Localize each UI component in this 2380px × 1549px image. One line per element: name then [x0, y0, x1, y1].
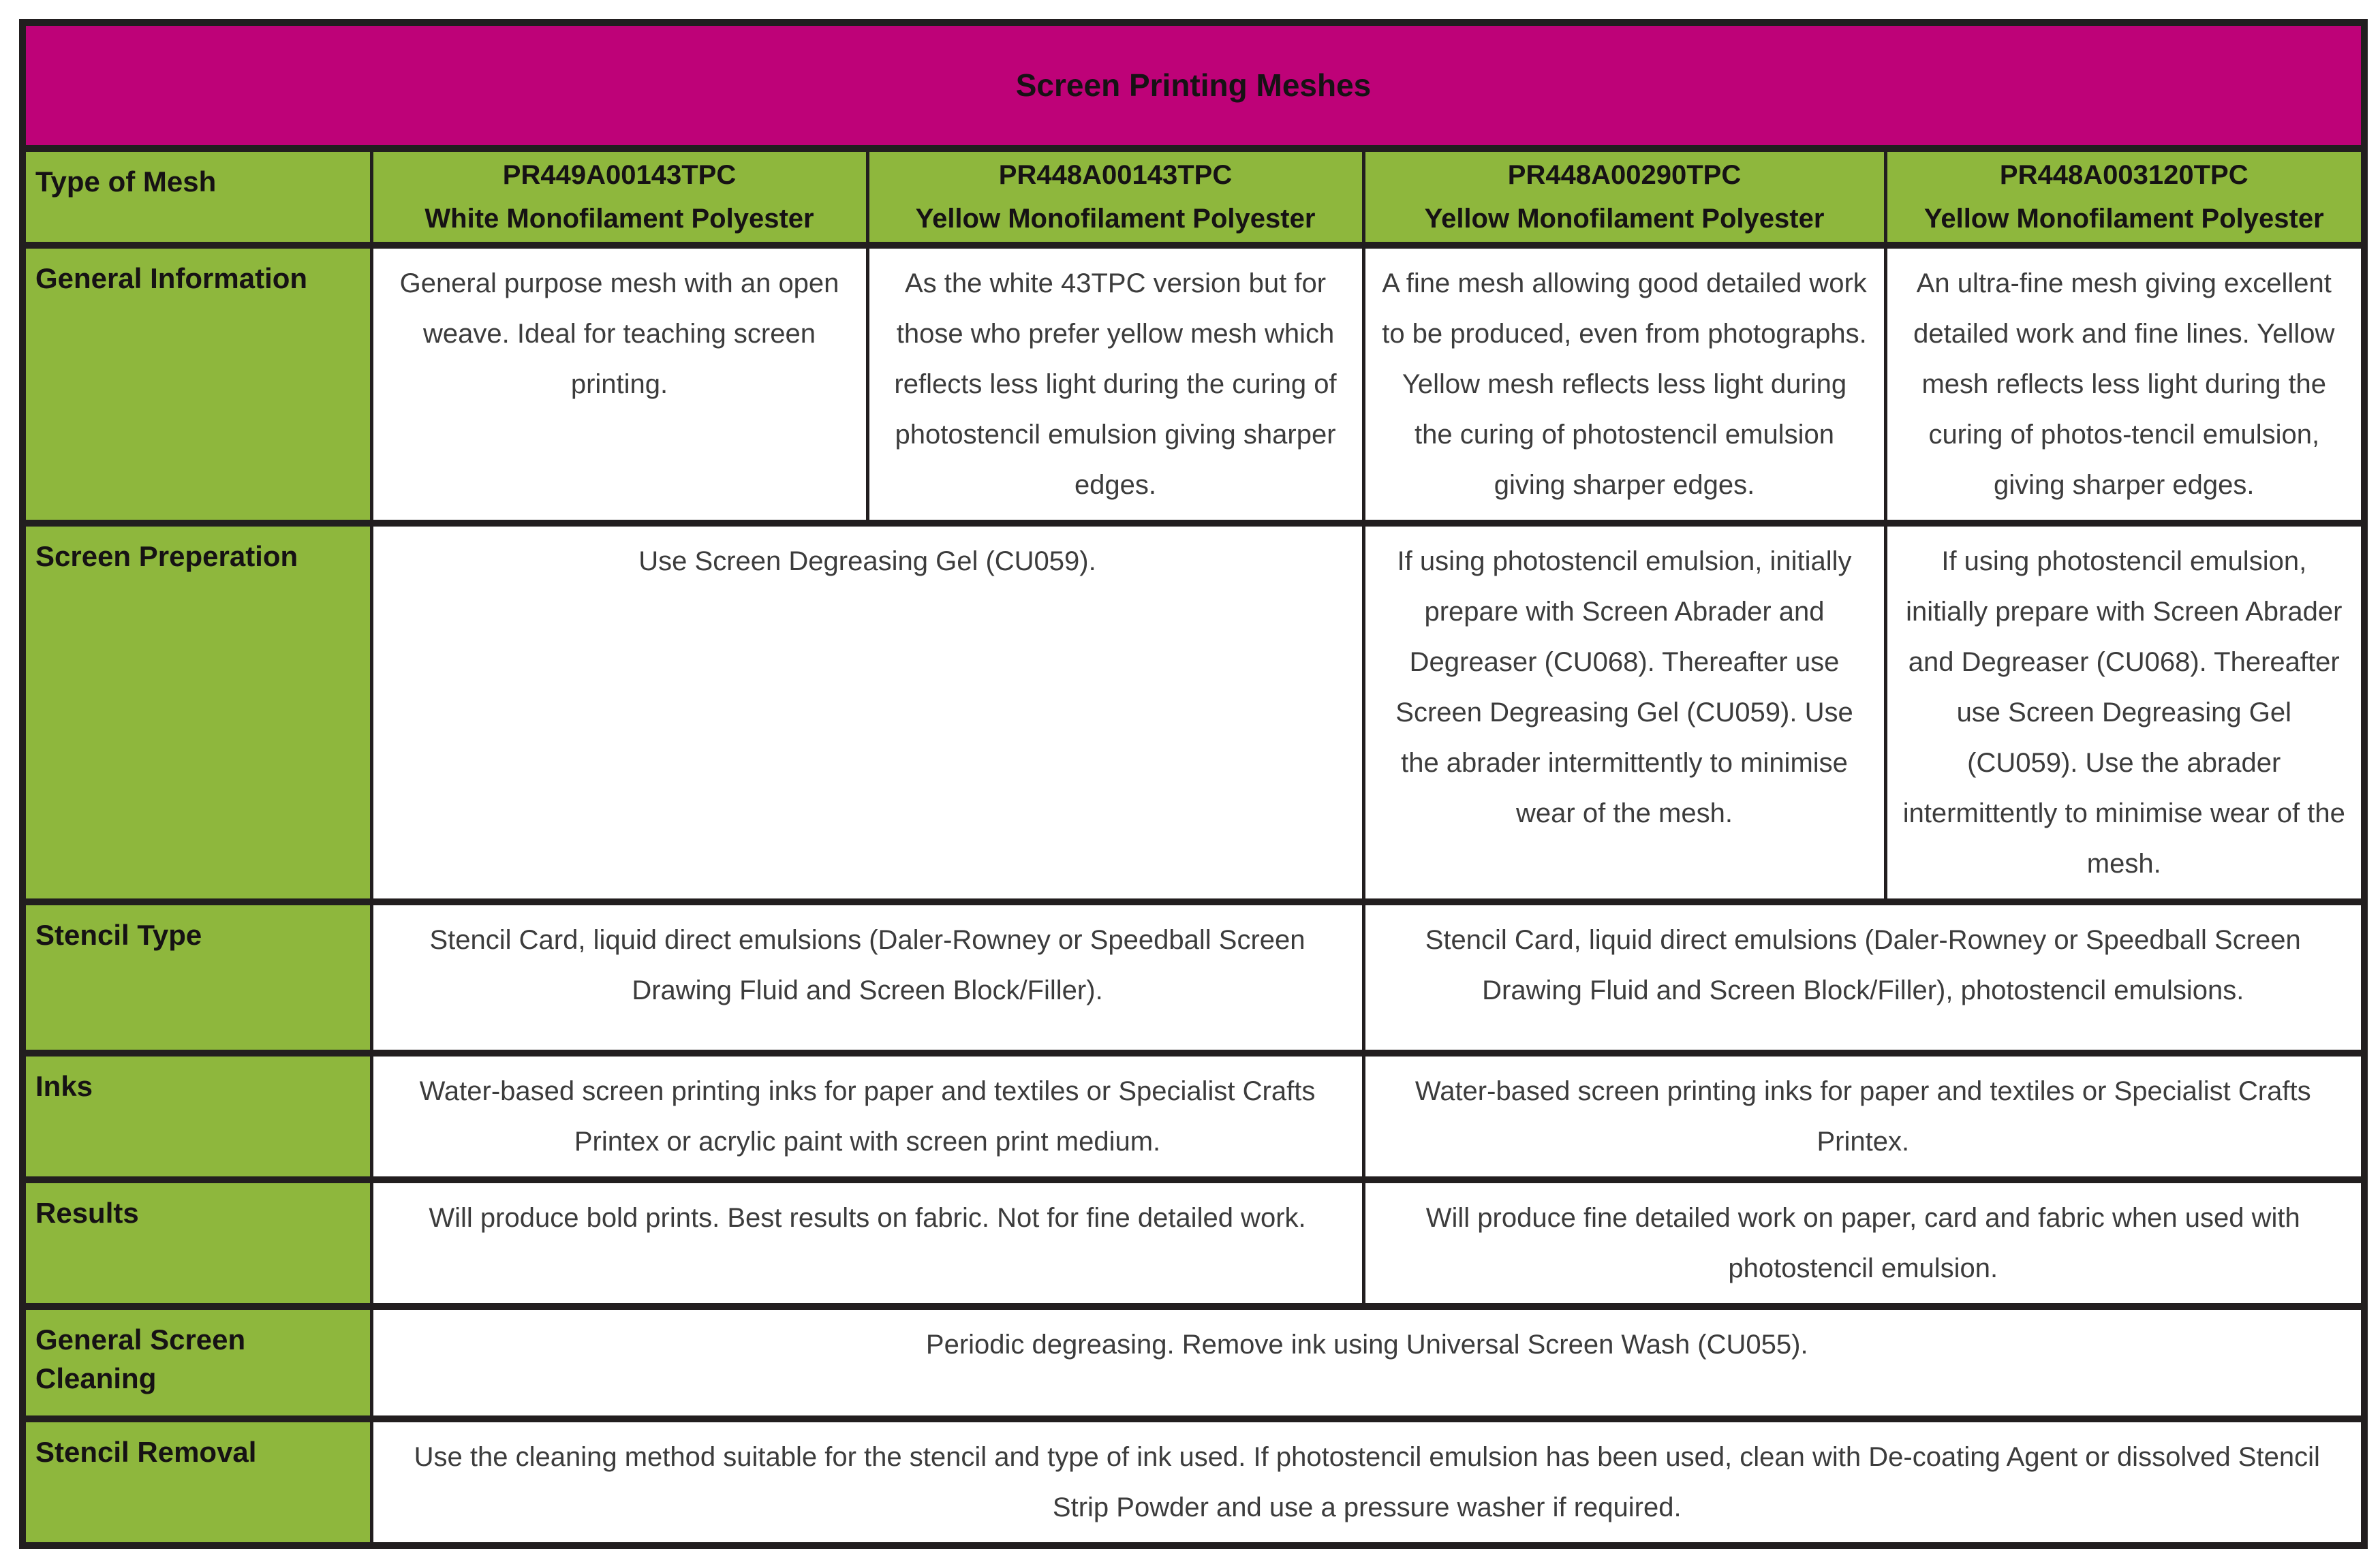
row-label-results: Results [22, 1180, 371, 1307]
column-header-mesh1 [371, 148, 867, 245]
cell-stencil-type-mesh1-2: Stencil Card, liquid direct emulsions (Daler-Rowney or Speedball Screen Drawing Fluid and Screen Block/Filler). [371, 902, 1363, 1053]
row-label-screen-preperation: Screen Preperation [22, 523, 371, 902]
cell-general-information-mesh4: An ultra-fine mesh giving excellent detailed work and fine lines. Yellow mesh reflects less light during the curing of photos-tencil emulsion, giving sharper edges. [1885, 245, 2364, 523]
mesh3-name: Yellow Monofilament Polyester [1424, 204, 1825, 234]
table-title: Screen Printing Meshes [1015, 67, 1372, 103]
row-results [22, 1180, 2364, 1307]
cell-inks-mesh3-4: Water-based screen printing inks for paper and textiles or Specialist Crafts Printex. [1363, 1053, 2364, 1180]
screen-printing-meshes-table [19, 19, 2361, 1522]
cell-general-information-mesh1: General purpose mesh with an open weave. Ideal for teaching screen printing. [371, 245, 867, 523]
mesh2-name: Yellow Monofilament Polyester [915, 204, 1316, 234]
cell-stencil-removal-all: Use the cleaning method suitable for the stencil and type of ink used. If photostencil emulsion has been used, clean with De-coating Agent or dissolved Stencil Strip Powder and use a pressure washer if required. [371, 1419, 2364, 1546]
row-stencil-removal [22, 1419, 2364, 1546]
mesh3-code: PR448A00290TPC [1507, 160, 1742, 190]
cell-inks-mesh1-2: Water-based screen printing inks for paper and textiles or Specialist Crafts Printex or acrylic paint with screen print medium. [371, 1053, 1363, 1180]
row-label-general-information: General Information [22, 245, 371, 523]
column-header-mesh3 [1363, 148, 1885, 245]
column-header-mesh4 [1885, 148, 2364, 245]
row-inks [22, 1053, 2364, 1180]
cell-general-screen-cleaning-all: Periodic degreasing. Remove ink using Universal Screen Wash (CU055). [371, 1307, 2364, 1419]
cell-stencil-type-mesh3-4: Stencil Card, liquid direct emulsions (Daler-Rowney or Speedball Screen Drawing Fluid and Screen Block/Filler), photostencil emulsions. [1363, 902, 2364, 1053]
cell-general-information-mesh2: As the white 43TPC version but for those who prefer yellow mesh which reflects less light during the curing of photostencil emulsion giving sharper edges. [867, 245, 1363, 523]
mesh1-name: White Monofilament Polyester [424, 204, 814, 234]
row-label-stencil-type: Stencil Type [22, 902, 371, 1053]
row-screen-preperation [22, 523, 2364, 902]
mesh1-code: PR449A00143TPC [502, 160, 737, 190]
cell-general-information-mesh3: A fine mesh allowing good detailed work to be produced, even from photographs. Yellow mesh reflects less light during the curing of photostencil emulsion giving sharper edges. [1363, 245, 1885, 523]
mesh-comparison-table [19, 19, 2368, 1549]
mesh2-code: PR448A00143TPC [998, 160, 1233, 190]
row-label-stencil-removal: Stencil Removal [22, 1419, 371, 1546]
table-title-bar [22, 22, 2364, 148]
cell-screen-preperation-mesh4: If using photostencil emulsion, initially prepare with Screen Abrader and Degreaser (CU068). Thereafter use Screen Degreasing Gel (CU059). Use the abrader intermittently to minimise wear of the mesh. [1885, 523, 2364, 902]
column-header-mesh2 [867, 148, 1363, 245]
cell-results-mesh1-2: Will produce bold prints. Best results on fabric. Not for fine detailed work. [371, 1180, 1363, 1307]
corner-header-type-of-mesh: Type of Mesh [22, 148, 371, 245]
row-general-screen-cleaning [22, 1307, 2364, 1419]
row-label-inks: Inks [22, 1053, 371, 1180]
row-stencil-type [22, 902, 2364, 1053]
mesh4-code: PR448A003120TPC [1999, 160, 2248, 190]
cell-screen-preperation-mesh1-2: Use Screen Degreasing Gel (CU059). [371, 523, 1363, 902]
row-general-information [22, 245, 2364, 523]
cell-screen-preperation-mesh3: If using photostencil emulsion, initially prepare with Screen Abrader and Degreaser (CU068). Thereafter use Screen Degreasing Gel (CU059). Use the abrader intermittently to minimise wear of the mesh. [1363, 523, 1885, 902]
mesh4-name: Yellow Monofilament Polyester [1923, 204, 2324, 234]
row-label-general-screen-cleaning: General Screen Cleaning [22, 1307, 371, 1419]
cell-results-mesh3-4: Will produce fine detailed work on paper, card and fabric when used with photostencil emulsion. [1363, 1180, 2364, 1307]
